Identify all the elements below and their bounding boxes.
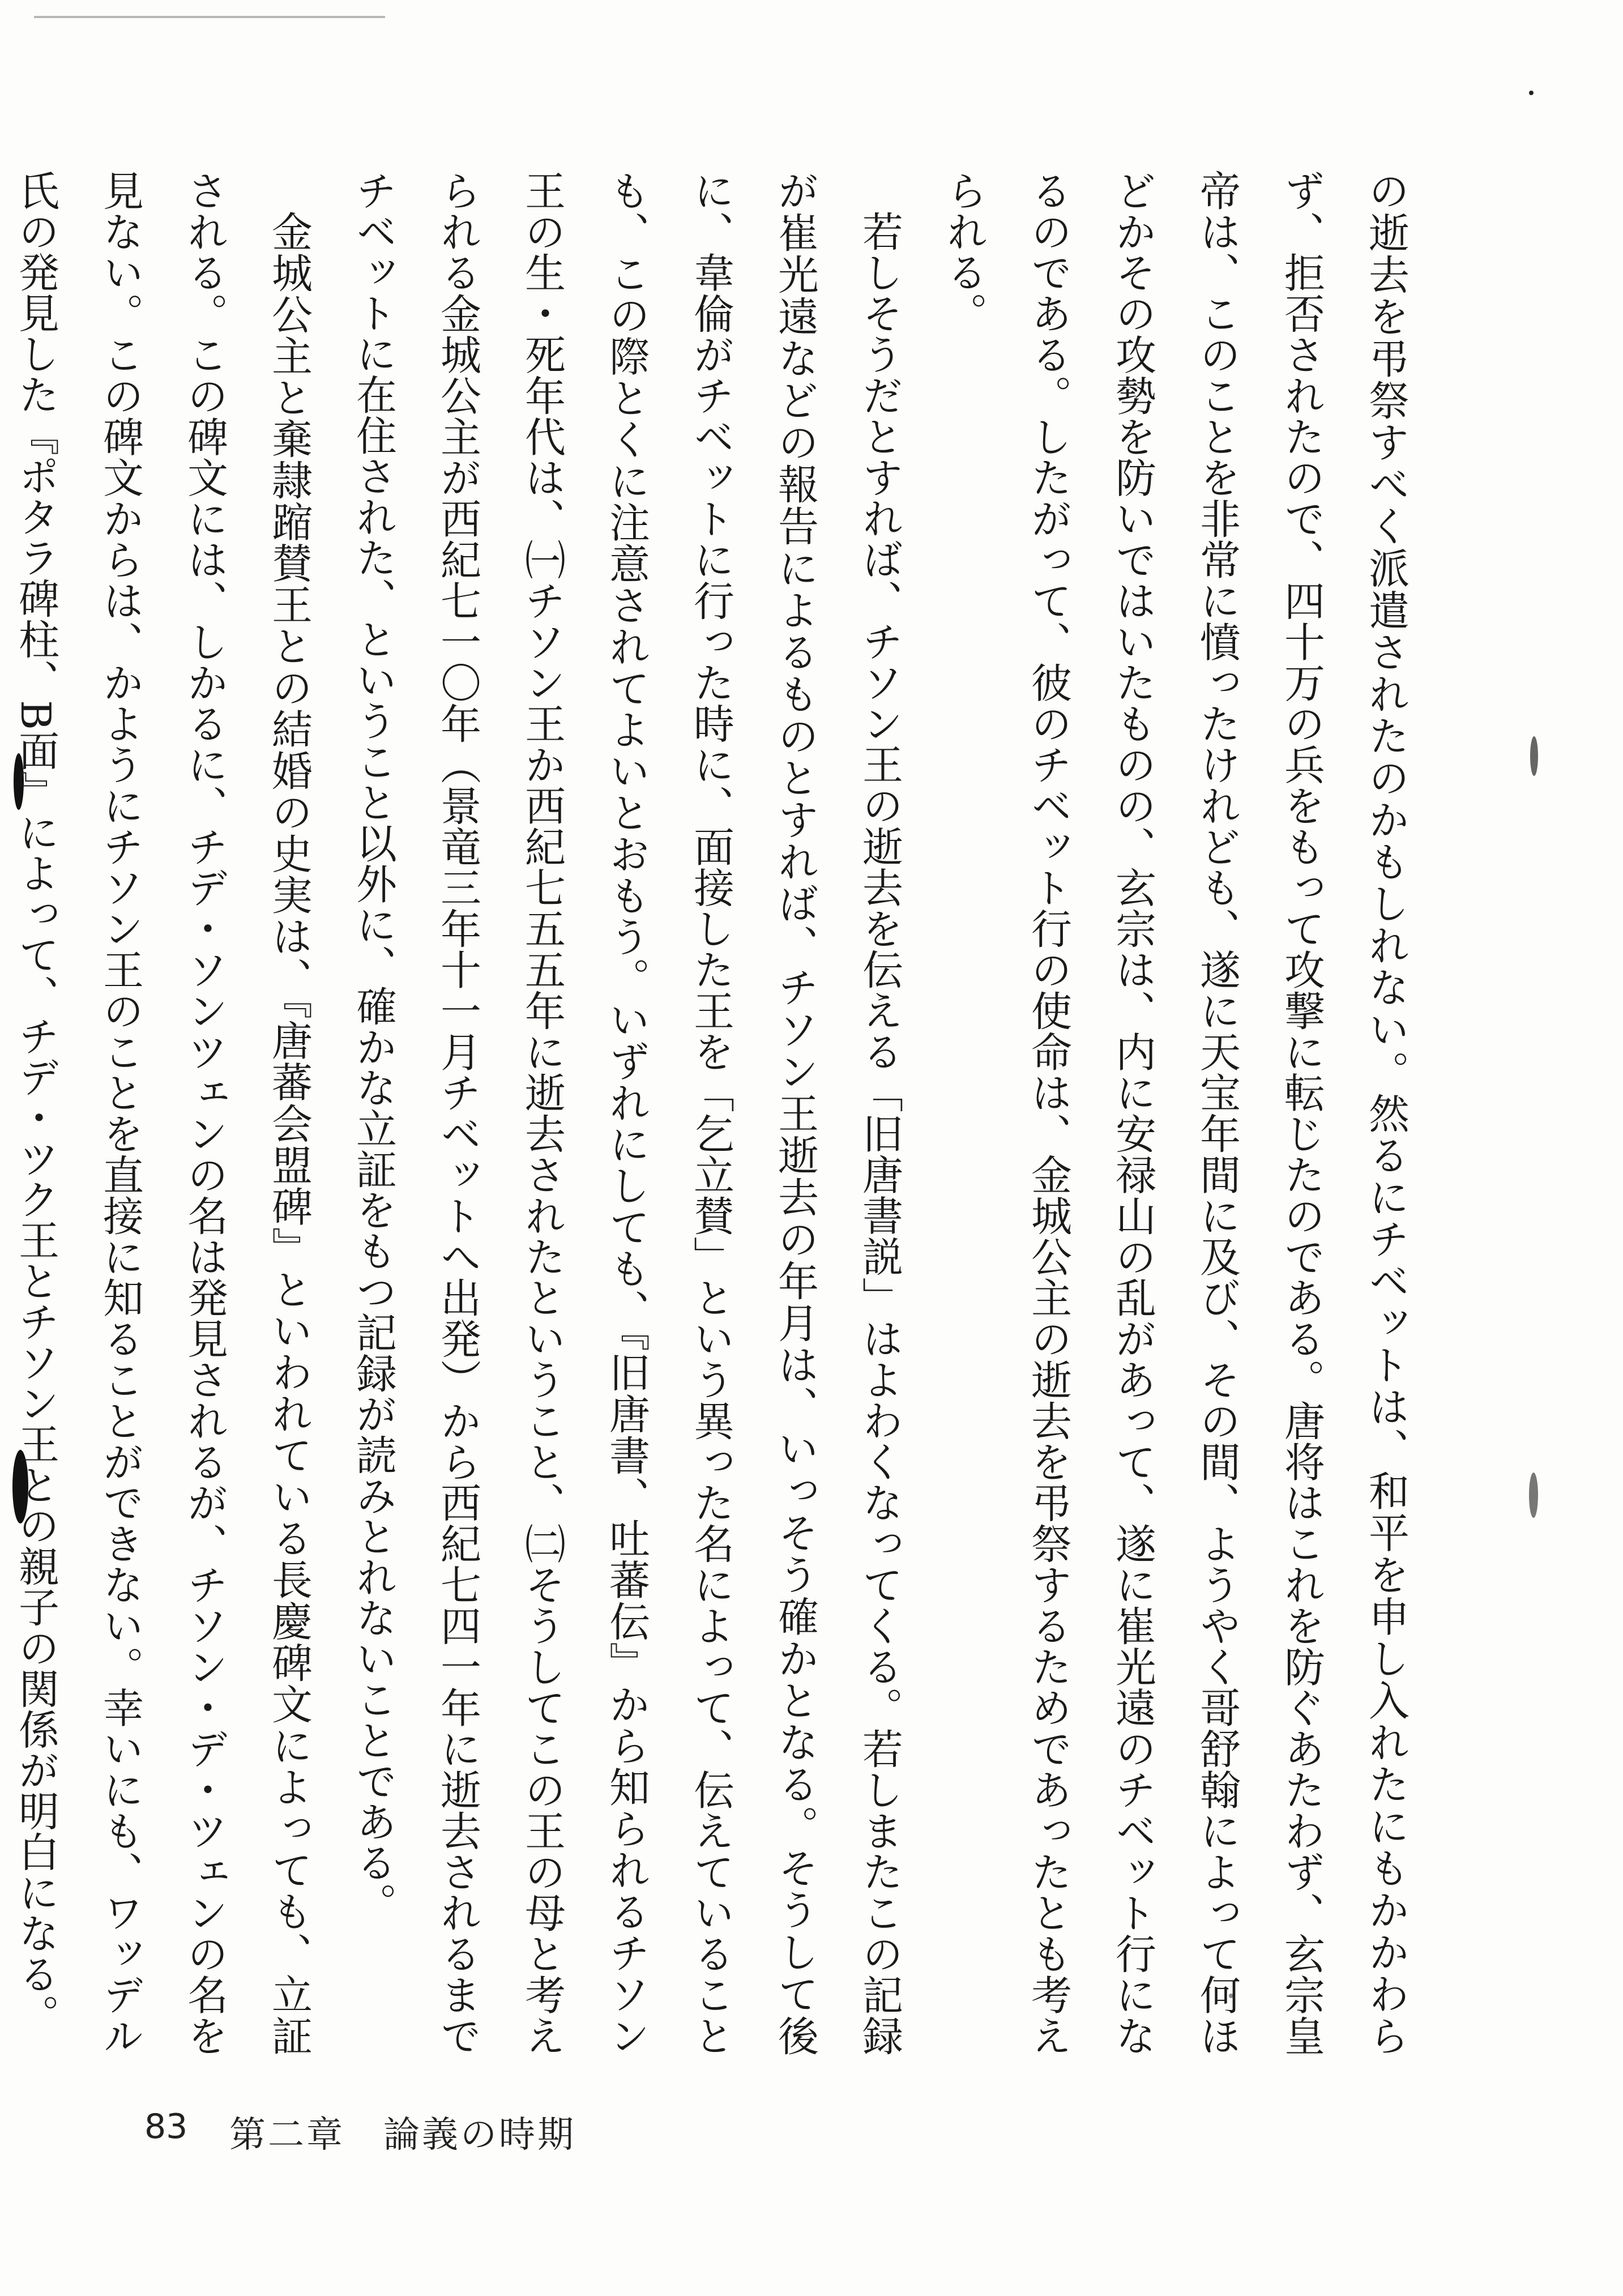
top-edge-rule [34, 16, 385, 18]
bleed-through-mark [1530, 736, 1538, 776]
scan-speck [1529, 91, 1534, 95]
paragraph: 若しそうだとすれば、チソン王の逝去を伝える「旧唐書説」はよわくなってくる。若しまたこの記録が崔光遠などの報告によるものとすれば、チソン王逝去の年月は、いっそう確かとなる。そうして後に、韋倫がチベットに行った時に、面接した王を「乞立賛」という異った名によって、伝えていることも、この際とくに注意されてよいとおもう。いずれにしても、『旧唐書、吐蕃伝』から知られるチソン王の生・死年代は、㈠チソン王か西紀七五五年に逝去されたということ、㈡そうしてこの王の母と考えられる金城公主が西紀七一〇年（景竜三年十一月チベットへ出発）から西紀七四一年に逝去されるまでチベットに在住された、ということ以外に、確かな立証をもつ記録が読みとれないことである。 [349, 170, 903, 2056]
vertical-body-text [12, 170, 1428, 2056]
running-head-chapter: 第二章 論義の時期 [229, 2114, 576, 2156]
paragraph-continued: の逝去を弔祭すべく派遣されたのかもしれない。然るにチベットは、和平を申し入れたにもかかわらず、拒否されたので、四十万の兵をもって攻撃に転じたのである。唐将はこれを防ぐあたわず、玄宗皇帝は、このことを非常に憤ったけれども、遂に天宝年間に及び、その間、ようやく哥舒翰によって何ほどかその攻勢を防いではいたものの、玄宗は、内に安禄山の乱があって、遂に崔光遠のチベット行になるのである。したがって、彼のチベット行の使命は、金城公主の逝去を弔祭するためであったとも考えられる。 [940, 170, 1410, 2056]
bleed-through-mark [1529, 1473, 1538, 1518]
paragraph: 金城公主と棄隷蹜賛王との結婚の史実は、『唐蕃会盟碑』といわれている長慶碑文によっても、立証される。この碑文には、しかるに、チデ・ソンツェンの名は発見されるが、チソン・デ・ツェンの名を見ない。この碑文からは、かようにチソン王のことを直接に知ることができない。幸いにも、ワッデル氏の発見した『ポタラ碑柱、B面』によって、チデ・ツク王とチソン王との親子の関係が明白になる。 [12, 170, 313, 2056]
page-number: 83 [144, 2107, 188, 2146]
